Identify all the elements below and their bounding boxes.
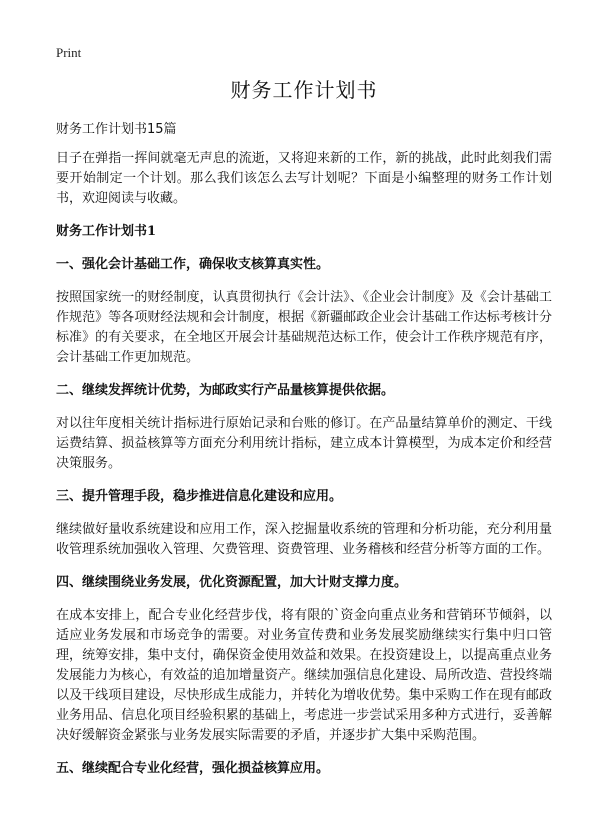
print-link[interactable]: Print bbox=[56, 45, 82, 60]
document-body bbox=[56, 76, 552, 792]
document-title: 财务工作计划书 bbox=[230, 78, 378, 102]
document-subtitle: 财务工作计划书15篇 bbox=[56, 122, 177, 137]
section-heading-1: 一、强化会计基础工作，确保收支核算真实性。 bbox=[56, 257, 330, 272]
section-title: 财务工作计划书1 bbox=[56, 224, 157, 239]
section-heading-2: 二、继续发挥统计优势，为邮政实行产品量核算提供依据。 bbox=[56, 383, 395, 398]
intro-paragraph: 日子在弹指一挥间就毫无声息的流逝，又将迎来新的工作，新的挑战，此时此刻我们需要开始制定一个计划。那么我们该怎么去写计划呢？下面是小编整理的财务工作计划书，欢迎阅读与收藏。 bbox=[56, 151, 552, 206]
section-body-4: 在成本安排上，配合专业化经营步伐，将有限的`资金向重点业务和营销环节倾斜，以适应业务发展和市场竞争的需要。对业务宣传费和业务发展奖励继续实行集中归口管理，统筹安排，集中支付，确保资金使用效益和效果。在投资建设上，以提高重点业务发展能力为核心，有效益的追加增量资产。继续加强信息化建设、局所改造、营投终端以及干线项目建设，尽快形成生成能力，并转化为增收优势。集中采购工作在现有邮政业务用品、信息化项目经验积累的基础上，考虑进一步尝试采用多种方式进行，妥善解决好缓解资金紧张与业务发展实际需要的矛盾，并逐步扩大集中采购范围。 bbox=[56, 608, 552, 743]
section-body-2: 对以往年度相关统计指标进行原始记录和台账的修订。在产品量结算单价的测定、干线运费结算、损益核算等方面充分利用统计指标，建立成本计算模型，为成本定价和经营决策服务。 bbox=[56, 416, 552, 471]
section-body-1: 按照国家统一的财经制度，认真贯彻执行《会计法》、《企业会计制度》及《会计基础工作规范》等各项财经法规和会计制度，根据《新疆邮政企业会计基础工作达标考核计分标准》的有关要求，在全地区开展会计基础规范达标工作，使会计工作秩序规范有序，会计基础工作更加规范。 bbox=[56, 290, 552, 365]
section-heading-4: 四、继续围绕业务发展，优化资源配置，加大计财支撑力度。 bbox=[56, 575, 408, 590]
section-heading-5: 五、继续配合专业化经营，强化损益核算应用。 bbox=[56, 761, 330, 776]
section-body-3: 继续做好量收系统建设和应用工作，深入挖掘量收系统的管理和分析功能，充分利用量收管理系统加强收入管理、欠费管理、资费管理、业务稽核和经营分析等方面的工作。 bbox=[56, 522, 552, 557]
section-heading-3: 三、提升管理手段，稳步推进信息化建设和应用。 bbox=[56, 489, 343, 504]
